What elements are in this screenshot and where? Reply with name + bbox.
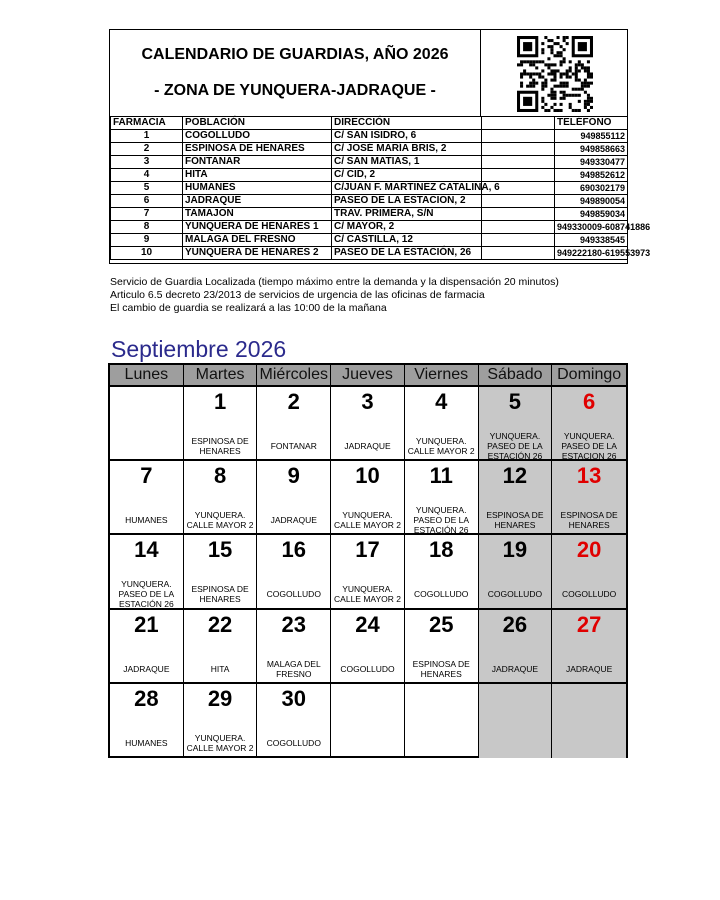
telefono-cell: 949890054 bbox=[555, 195, 628, 208]
day-number: 4 bbox=[435, 389, 448, 414]
day-number: 10 bbox=[355, 463, 380, 489]
blank-cell bbox=[482, 143, 555, 156]
calendar-day-cell bbox=[110, 535, 184, 609]
weekday-label: Jueves bbox=[331, 365, 405, 385]
qr-box bbox=[480, 30, 628, 116]
poblacion-cell: FONTANAR bbox=[183, 156, 332, 169]
farmacia-number: 6 bbox=[111, 195, 183, 208]
day-number: 29 bbox=[207, 685, 233, 711]
telefono-cell: 949222180-619553973 bbox=[555, 247, 628, 260]
duty-pharmacy: HUMANES bbox=[125, 737, 168, 748]
duty-pharmacy: JADRAQUE bbox=[565, 663, 613, 674]
weekday-label: Martes bbox=[184, 365, 258, 385]
direccion-cell: C/ SAN ISIDRO, 6 bbox=[332, 130, 482, 143]
col-direccion: DIRECCIÓN bbox=[332, 117, 482, 130]
day-number: 14 bbox=[134, 537, 159, 563]
blank-cell bbox=[482, 234, 555, 247]
poblacion-cell: MALAGA DEL FRESNO bbox=[183, 234, 332, 247]
farmacia-number: 5 bbox=[111, 182, 183, 195]
calendar-day-cell bbox=[552, 535, 626, 609]
farmacia-number: 7 bbox=[111, 208, 183, 221]
month-title: Septiembre 2026 bbox=[111, 336, 287, 362]
day-number: 15 bbox=[207, 537, 233, 563]
telefono-cell: 949852612 bbox=[555, 169, 628, 182]
weekday-label: Viernes bbox=[405, 365, 479, 385]
calendar-day-cell bbox=[331, 535, 405, 609]
col-blank bbox=[482, 117, 555, 130]
blank-cell bbox=[482, 130, 555, 143]
poblacion-cell: YUNQUERA DE HENARES 1 bbox=[183, 221, 332, 234]
day-number: 25 bbox=[428, 611, 454, 637]
calendar-day-cell bbox=[184, 535, 258, 609]
blank-cell bbox=[482, 208, 555, 221]
day-number: 6 bbox=[583, 389, 596, 414]
table-row bbox=[111, 143, 628, 156]
duty-pharmacy: ESPINOSA DE HENARES bbox=[412, 658, 470, 679]
direccion-cell: C/ CASTILLA, 12 bbox=[332, 234, 482, 247]
day-number: 27 bbox=[576, 611, 602, 637]
duty-pharmacy: ESPINOSA DE HENARES bbox=[560, 510, 618, 531]
duty-pharmacy: YUNQUERA. PASEO DE LA ESTACIÓN 26 bbox=[118, 579, 175, 610]
calendar-empty-cell bbox=[331, 684, 405, 758]
telefono-cell: 949330009-608741886 bbox=[555, 221, 628, 234]
weekday-header bbox=[110, 365, 626, 387]
day-number: 23 bbox=[281, 611, 307, 637]
duty-pharmacy: YUNQUERA. CALLE MAYOR 2 bbox=[407, 436, 475, 456]
calendar-day-cell bbox=[184, 684, 258, 758]
calendar-day-cell bbox=[405, 387, 479, 461]
duty-pharmacy: YUNQUERA. PASEO DE LA ESTACION 26 bbox=[561, 431, 617, 461]
blank-cell bbox=[482, 195, 555, 208]
calendar-day-cell bbox=[184, 387, 258, 461]
calendar-empty-cell bbox=[405, 684, 479, 758]
duty-pharmacy: YUNQUERA. CALLE MAYOR 2 bbox=[186, 510, 254, 531]
pharmacy-table bbox=[110, 116, 651, 260]
poblacion-cell: COGOLLUDO bbox=[183, 130, 332, 143]
farmacia-number: 4 bbox=[111, 169, 183, 182]
farmacia-number: 2 bbox=[111, 143, 183, 156]
duty-pharmacy: JADRAQUE bbox=[123, 663, 170, 674]
farmacia-number: 1 bbox=[111, 130, 183, 143]
poblacion-cell: YUNQUERA DE HENARES 2 bbox=[183, 247, 332, 260]
duty-pharmacy: MALAGA DEL FRESNO bbox=[266, 658, 321, 679]
day-number: 2 bbox=[287, 389, 300, 414]
poblacion-cell: JADRAQUE bbox=[183, 195, 332, 208]
table-row bbox=[111, 208, 628, 221]
direccion-cell: C/ JOSÉ MARÍA BRIS, 2 bbox=[332, 143, 482, 156]
direccion-cell: C/ SAN MATIAS, 1 bbox=[332, 156, 482, 169]
blank-cell bbox=[482, 156, 555, 169]
direccion-cell: PASEO DE LA ESTACION, 2 bbox=[332, 195, 482, 208]
col-farmacia: FARMACIA bbox=[111, 117, 183, 130]
day-number: 21 bbox=[134, 611, 159, 637]
day-number: 11 bbox=[429, 463, 453, 489]
poblacion-cell: HITA bbox=[183, 169, 332, 182]
calendar-day-cell bbox=[257, 461, 331, 535]
day-number: 17 bbox=[355, 537, 380, 563]
duty-pharmacy: ESPINOSA DE HENARES bbox=[191, 436, 249, 456]
weekday-label: Miércoles bbox=[257, 365, 331, 385]
calendar-day-cell bbox=[479, 461, 553, 535]
title-area bbox=[110, 30, 480, 116]
duty-pharmacy: HITA bbox=[210, 663, 230, 674]
zone-title: - ZONA DE YUNQUERA-JADRAQUE - bbox=[154, 82, 436, 99]
duty-pharmacy: COGOLLUDO bbox=[266, 737, 321, 748]
table-row bbox=[111, 130, 628, 143]
qr-code-icon bbox=[517, 36, 593, 112]
calendar-day-cell bbox=[552, 387, 626, 461]
table-row bbox=[111, 247, 628, 260]
telefono-cell: 949330477 bbox=[555, 156, 628, 169]
calendar-day-cell bbox=[257, 535, 331, 609]
page-title: CALENDARIO DE GUARDIAS, AÑO 2026 bbox=[141, 46, 449, 63]
calendar-day-cell bbox=[184, 610, 258, 684]
poblacion-cell: HUMANES bbox=[183, 182, 332, 195]
blank-cell bbox=[482, 169, 555, 182]
table-header-row bbox=[111, 117, 628, 130]
calendar-day-cell bbox=[552, 461, 626, 535]
farmacia-number: 8 bbox=[111, 221, 183, 234]
day-number: 13 bbox=[576, 463, 602, 489]
duty-pharmacy: YUNQUERA. CALLE MAYOR 2 bbox=[334, 510, 401, 531]
calendar-day-cell bbox=[479, 387, 553, 461]
direccion-cell: C/ MAYOR, 2 bbox=[332, 221, 482, 234]
duty-pharmacy: YUNQUERA. PASEO DE LA ESTACIÓN 26 bbox=[487, 431, 543, 461]
calendar-grid bbox=[110, 387, 626, 758]
duty-pharmacy: COGOLLUDO bbox=[414, 589, 469, 600]
calendar-day-cell bbox=[479, 535, 553, 609]
calendar-day-cell bbox=[331, 387, 405, 461]
blank-cell bbox=[482, 247, 555, 260]
duty-pharmacy: COGOLLUDO bbox=[487, 589, 543, 600]
calendar-day-cell bbox=[110, 684, 184, 758]
farmacia-number: 10 bbox=[111, 247, 183, 260]
day-number: 12 bbox=[502, 463, 528, 489]
duty-pharmacy: YUNQUERA. PASEO DE LA ESTACIÓN 26 bbox=[413, 505, 469, 536]
calendar-day-cell bbox=[110, 610, 184, 684]
duty-pharmacy: JADRAQUE bbox=[491, 663, 539, 674]
duty-pharmacy: ESPINOSA DE HENARES bbox=[486, 510, 544, 531]
telefono-cell: 949858663 bbox=[555, 143, 628, 156]
table-row bbox=[111, 169, 628, 182]
day-number: 7 bbox=[140, 463, 153, 489]
direccion-cell: TRAV. PRIMERA, S/N bbox=[332, 208, 482, 221]
telefono-cell: 690302179 bbox=[555, 182, 628, 195]
farmacia-number: 3 bbox=[111, 156, 183, 169]
note-line: El cambio de guardia se realizará a las 10:00 de la mañana bbox=[110, 302, 387, 314]
blank-cell bbox=[482, 221, 555, 234]
poblacion-cell: ESPINOSA DE HENARES bbox=[183, 143, 332, 156]
direccion-cell: C/ CID, 2 bbox=[332, 169, 482, 182]
duty-pharmacy: ESPINOSA DE HENARES bbox=[191, 584, 249, 605]
duty-pharmacy: JADRAQUE bbox=[270, 515, 317, 526]
calendar-empty-cell bbox=[479, 684, 553, 758]
day-number: 8 bbox=[213, 463, 227, 489]
table-row bbox=[111, 234, 628, 247]
calendar-day-cell bbox=[110, 461, 184, 535]
day-number: 28 bbox=[134, 685, 159, 711]
calendar-day-cell bbox=[184, 461, 258, 535]
day-number: 26 bbox=[502, 611, 528, 637]
calendar-day-cell bbox=[257, 684, 331, 758]
notes bbox=[110, 276, 559, 315]
day-number: 5 bbox=[508, 389, 522, 414]
calendar bbox=[108, 363, 628, 758]
duty-pharmacy: JADRAQUE bbox=[344, 441, 391, 451]
weekday-label: Lunes bbox=[110, 365, 184, 385]
day-number: 24 bbox=[355, 611, 380, 637]
duty-pharmacy: COGOLLUDO bbox=[561, 589, 617, 600]
table-row bbox=[111, 156, 628, 169]
direccion-cell: C/JUAN F. MARTINEZ CATALINA, 6 bbox=[332, 182, 482, 195]
col-poblacion: POBLACIÓN bbox=[183, 117, 332, 130]
duty-pharmacy: FONTANAR bbox=[270, 441, 317, 451]
calendar-day-cell bbox=[479, 610, 553, 684]
table-row bbox=[111, 195, 628, 208]
calendar-day-cell bbox=[331, 461, 405, 535]
telefono-cell: 949859034 bbox=[555, 208, 628, 221]
duty-pharmacy: COGOLLUDO bbox=[266, 589, 321, 600]
direccion-cell: PASEO DE LA ESTACIÓN, 26 bbox=[332, 247, 482, 260]
calendar-empty-cell bbox=[552, 684, 626, 758]
duty-pharmacy: COGOLLUDO bbox=[340, 663, 395, 674]
col-telefono: TELÉFONO bbox=[555, 117, 628, 130]
farmacia-number: 9 bbox=[111, 234, 183, 247]
poblacion-cell: TAMAJON bbox=[183, 208, 332, 221]
calendar-day-cell bbox=[257, 387, 331, 461]
table-row bbox=[111, 182, 628, 195]
note-line: Servicio de Guardia Localizada (tiempo máximo entre la demanda y la dispensación 20 minutos) bbox=[110, 276, 559, 288]
calendar-day-cell bbox=[552, 610, 626, 684]
calendar-day-cell bbox=[405, 610, 479, 684]
calendar-day-cell bbox=[405, 535, 479, 609]
calendar-day-cell bbox=[257, 610, 331, 684]
day-number: 3 bbox=[361, 389, 374, 414]
duty-pharmacy: HUMANES bbox=[125, 515, 168, 526]
table-row bbox=[111, 221, 628, 234]
duty-pharmacy: YUNQUERA. CALLE MAYOR 2 bbox=[186, 732, 254, 753]
day-number: 19 bbox=[502, 537, 528, 563]
day-number: 1 bbox=[213, 389, 227, 414]
day-number: 20 bbox=[576, 537, 602, 563]
telefono-cell: 949855112 bbox=[555, 130, 628, 143]
day-number: 22 bbox=[207, 611, 233, 637]
day-number: 16 bbox=[281, 537, 307, 563]
telefono-cell: 949338545 bbox=[555, 234, 628, 247]
weekday-label: Sábado bbox=[479, 365, 553, 385]
note-line: Articulo 6.5 decreto 23/2013 de servicios de urgencia de las oficinas de farmacia bbox=[110, 289, 485, 301]
day-number: 30 bbox=[281, 685, 307, 711]
header-block bbox=[109, 29, 651, 264]
day-number: 9 bbox=[287, 463, 300, 489]
calendar-day-cell bbox=[405, 461, 479, 535]
calendar-day-cell bbox=[331, 610, 405, 684]
calendar-empty-cell bbox=[110, 387, 184, 461]
duty-pharmacy: YUNQUERA. CALLE MAYOR 2 bbox=[334, 584, 401, 605]
day-number: 18 bbox=[428, 537, 454, 563]
weekday-label: Domingo bbox=[557, 366, 622, 383]
